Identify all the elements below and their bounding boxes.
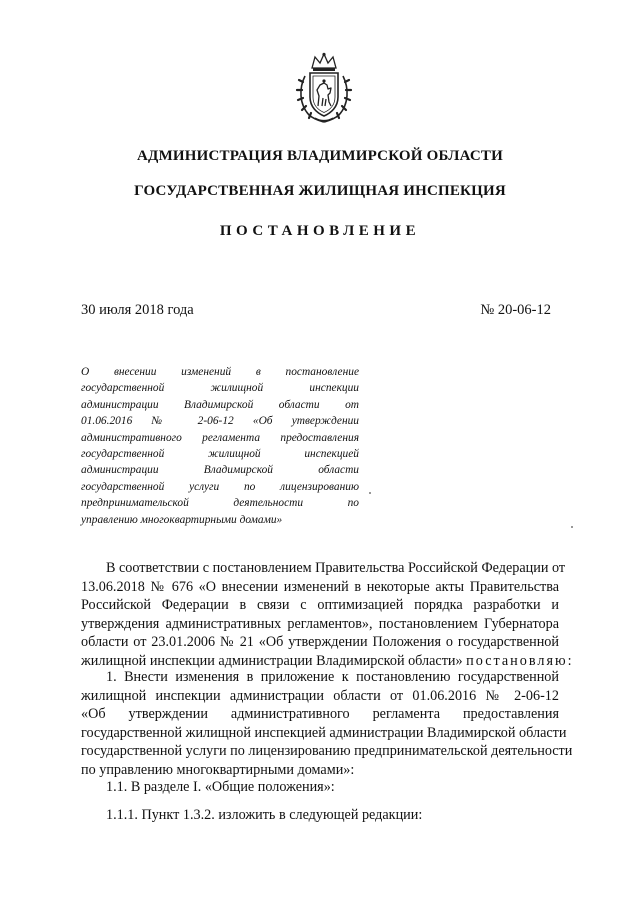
- paragraph-line: 13.06.2018 № 676 «О внесении изменений в некоторые акты Правительства: [81, 578, 559, 595]
- paragraph-line: области от 23.01.2006 № 21 «Об утверждении Положения о государственной: [81, 634, 559, 650]
- subject-line: государственной жилищной инспекцией: [81, 447, 359, 460]
- paragraph-line: по управлению многоквартирными домами»:: [81, 761, 355, 778]
- paragraph-line: Российской Федерации в связи с оптимизацией порядка разработки и: [81, 597, 559, 613]
- paragraph-line: 1. Внести изменения в приложение к постановлению государственной: [106, 669, 559, 685]
- organization-title: АДМИНИСТРАЦИЯ ВЛАДИМИРСКОЙ ОБЛАСТИ: [137, 148, 503, 164]
- subject-line: государственной жилищной инспекции: [81, 382, 359, 395]
- paragraph-item-1-1: [81, 778, 559, 797]
- document-date: 30 июля 2018 года: [81, 302, 194, 318]
- subject-line: административного регламента предоставления: [81, 431, 359, 444]
- subject-line: администрации Владимирской области от: [81, 398, 359, 411]
- subject-line: администрации Владимирской области: [81, 464, 359, 477]
- department-title: ГОСУДАРСТВЕННАЯ ЖИЛИЩНАЯ ИНСПЕКЦИЯ: [134, 183, 506, 199]
- subject-line: предпринимательской деятельности по: [81, 497, 359, 510]
- paragraph-line: государственной услуги по лицензированию предпринимательской деятельности: [81, 743, 573, 759]
- coat-of-arms-icon: [295, 52, 353, 124]
- paragraph-line: государственной жилищной инспекцией администрации Владимирской области: [81, 724, 567, 741]
- paragraph-line: «Об утверждении административного регламента предоставления: [81, 706, 559, 722]
- document-type-title: ПОСТАНОВЛЕНИЕ: [219, 223, 421, 239]
- subject-line: управлению многоквартирными домами»: [81, 513, 283, 526]
- paragraph-line-text: жилищной инспекции администрации Владимирской области»: [81, 652, 463, 669]
- resolve-word: постановляю:: [466, 652, 574, 669]
- paragraph-item-1-1-1: [81, 806, 559, 825]
- date-number-row: [81, 302, 551, 319]
- paragraph-line: 1.1.1. Пункт 1.3.2. изложить в следующей редакции:: [106, 807, 423, 823]
- subject-line: 01.06.2016 № 2-06-12 «Об утверждении: [81, 415, 359, 428]
- document-subject: [81, 364, 359, 528]
- document-number: № 20-06-12: [480, 302, 551, 318]
- subject-line: О внесении изменений в постановление: [81, 366, 359, 378]
- paragraph-preamble: [81, 559, 574, 670]
- scan-speck: [571, 526, 573, 528]
- subject-line: государственной услуги по лицензированию: [81, 480, 359, 493]
- paragraph-line: В соответствии с постановлением Правительства Российской Федерации от: [106, 560, 566, 576]
- paragraph-item-1: [81, 668, 573, 779]
- paragraph-line: 1.1. В разделе I. «Общие положения»:: [106, 779, 335, 795]
- scan-speck: [369, 492, 371, 494]
- paragraph-line: жилищной инспекции администрации области от 01.06.2016 № 2-06-12: [81, 687, 559, 704]
- paragraph-line: утверждения административных регламентов», постановлением Губернатора: [81, 615, 559, 632]
